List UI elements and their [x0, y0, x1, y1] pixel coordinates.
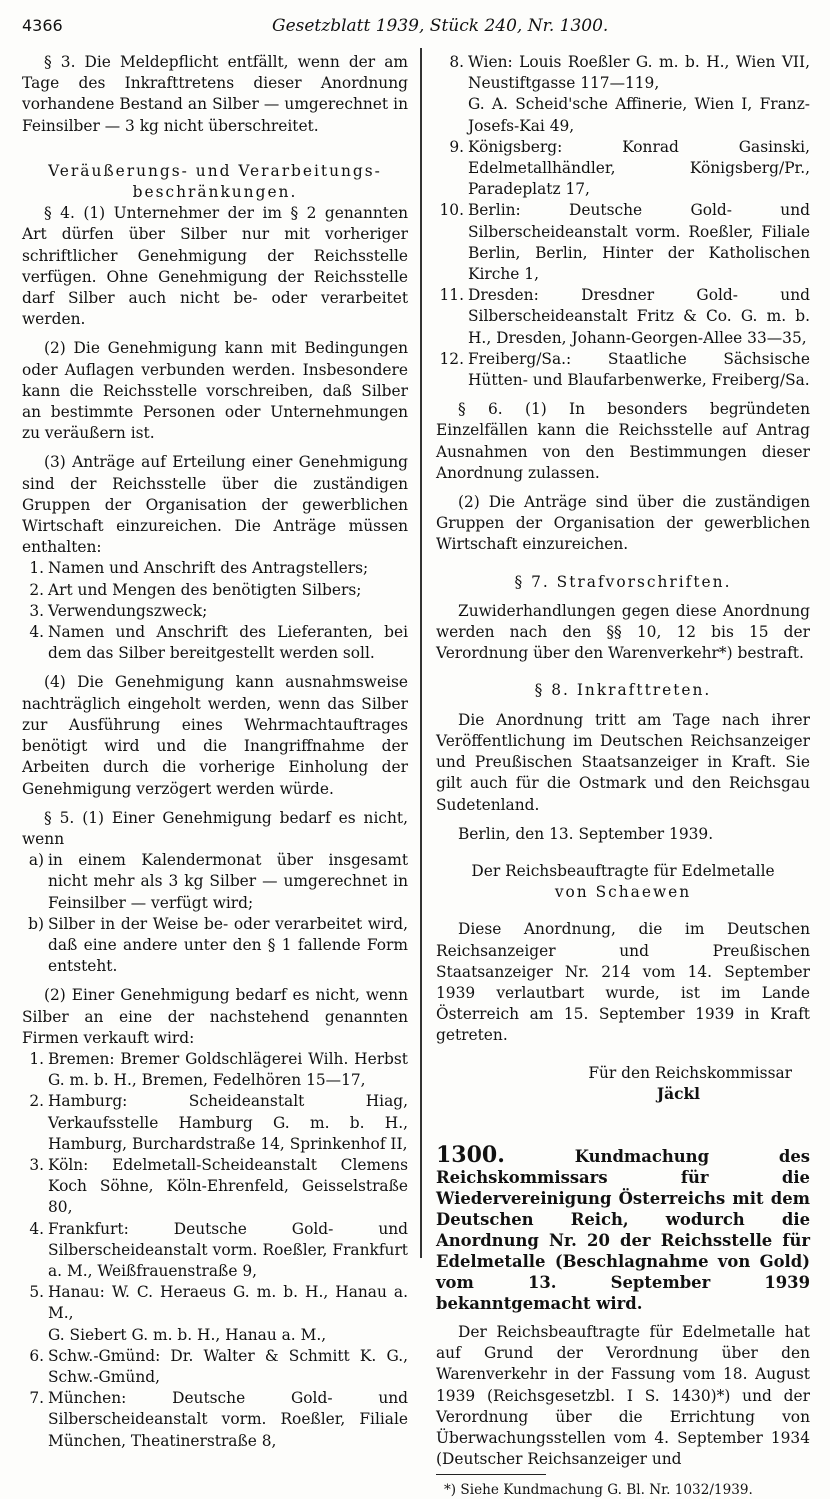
requirements-list	[22, 558, 408, 664]
commissar-name: Jäckl	[656, 1084, 700, 1103]
paragraph-s4-1: § 4. (1) Unternehmer der im § 2 genannten Art dürfen über Silber nur mit vorheriger schriftlicher Genehmigung der Reichsstelle verfügen. Ohne Genehmigung der Reichsstelle darf Silber auch nicht be- oder verarbeitet werden.	[22, 204, 408, 329]
publication-note: Diese Anordnung, die im Deutschen Reichsanzeiger und Preußischen Staatsanzeiger Nr. 214 vom 14. September 1939 verlautbart wurde, ist im Lande Österreich am 15. September 1939 in Kraft getreten.	[436, 920, 810, 1045]
column-divider	[420, 48, 422, 1258]
list-item: 4. Frankfurt: Deutsche Gold- und Silberscheideanstalt vorm. Roeßler, Frankfurt a. M., Weißfrauenstraße 9,	[29, 1219, 408, 1280]
paragraph-s6-1: § 6. (1) In besonders begründeten Einzelfällen kann die Reichsstelle auf Antrag Ausnahmen von den Bestimmungen dieser Anordnung zulassen.	[436, 400, 810, 482]
list-item: a) in einem Kalendermonat über insgesamt nicht mehr als 3 kg Silber — umgerechnet in Feinsilber — verfügt wird;	[28, 851, 408, 912]
list-item: 11. Dresden: Dresdner Gold- und Silberscheideanstalt Fritz & Co. G. m. b. H., Dresden, Johann-Georgen-Allee 33—35,	[439, 286, 810, 347]
commissar-title: Für den Reichskommissar	[588, 1063, 792, 1082]
list-item: 8. Wien: Louis Roeßler G. m. b. H., Wien VII, Neustiftgasse 117—119,	[449, 53, 810, 93]
paragraph-intro: Der Reichsbeauftragte für Edelmetalle hat auf Grund der Verordnung über den Warenverkehr in der Fassung vom 18. August 1939 (Reichsgesetzbl. I S. 1430)*) und der Verordnung über die Errichtung von Überwachungsstellen vom 4. September 1934 (Deutscher Reichsanzeiger und	[436, 1322, 810, 1469]
list-item: 9. Königsberg: Konrad Gasinski, Edelmetallhändler, Königsberg/Pr., Paradeplatz 17,	[449, 137, 810, 199]
list-item: 6. Schw.-Gmünd: Dr. Walter & Schmitt K. G., Schw.-Gmünd,	[29, 1346, 408, 1386]
list-item: 5. Hanau: W. C. Heraeus G. m. b. H., Hanau a. M.,	[29, 1283, 408, 1323]
running-title: Gesetzblatt 1939, Stück 240, Nr. 1300.	[272, 16, 609, 36]
paragraph-s6-2: (2) Die Anträge sind über die zuständigen Gruppen der Organisation der gewerblichen Wirtschaft einzureichen.	[436, 493, 810, 554]
dateline: Berlin, den 13. September 1939.	[458, 824, 714, 843]
list-item-continuation: G. A. Scheid'sche Affinerie, Wien I, Franz-Josefs-Kai 49,	[468, 95, 810, 135]
paragraph-s3: § 3. Die Meldepflicht entfällt, wenn der am Tage des Inkrafttretens dieser Anordnung vorhandene Bestand an Silber — umgerechnet in Feinsilber — 3 kg nicht überschreitet.	[22, 53, 408, 135]
list-item: 3. Köln: Edelmetall-Scheideanstalt Clemens Koch Söhne, Köln-Ehrenfeld, Geisselstraße 80,	[29, 1155, 408, 1217]
left-column	[22, 52, 408, 1452]
footnote-rule	[436, 1474, 546, 1475]
list-item-continuation: G. Siebert G. m. b. H., Hanau a. M.,	[48, 1325, 327, 1344]
proclamation-title	[436, 1141, 810, 1314]
section-heading-line1: Veräußerungs- und Verarbeitungs-	[48, 161, 382, 180]
signature-title: Der Reichsbeauftragte für Edelmetalle	[471, 861, 775, 880]
list-item: 10. Berlin: Deutsche Gold- und Silberscheideanstalt vorm. Roeßler, Filiale Berlin, Berlin, Hinter der Katholischen Kirche 1,	[439, 201, 810, 284]
list-item: 2. Art und Mengen des benötigten Silbers;	[29, 580, 362, 599]
paragraph-s4-3: (3) Anträge auf Erteilung einer Genehmigung sind der Reichsstelle über die zuständigen Gruppen der Organisation der gewerblichen Wirtschaft einzureichen. Die Anträge müssen enthalten:	[22, 453, 408, 557]
list-item: 4. Namen und Anschrift des Lieferanten, bei dem das Silber bereitgestellt werden soll.	[29, 623, 408, 663]
paragraph-s5-2: (2) Einer Genehmigung bedarf es nicht, wenn Silber an eine der nachstehend genannten Firmen verkauft wird:	[22, 986, 408, 1047]
signature-name: von Schaewen	[554, 883, 692, 902]
list-item: 2. Hamburg: Scheideanstalt Hiag, Verkaufsstelle Hamburg G. m. b. H., Hamburg, Burchardstraße 14, Sprinkenhof II,	[29, 1092, 408, 1153]
list-item: b) Silber in der Weise be- oder verarbeitet wird, daß eine andere unter den § 1 fallende Form entsteht.	[28, 914, 408, 976]
footnote: *) Siehe Kundmachung G. Bl. Nr. 1032/1939.	[444, 1482, 753, 1499]
section-heading-line2: beschränkungen.	[132, 183, 298, 202]
list-item: 7. München: Deutsche Gold- und Silberscheideanstalt vorm. Roeßler, Filiale München, Theatinerstraße 8,	[29, 1389, 408, 1450]
paragraph-s5-1: § 5. (1) Einer Genehmigung bedarf es nicht, wenn	[22, 808, 408, 848]
list-item: 3. Verwendungszweck;	[29, 601, 208, 620]
paragraph-s8: Die Anordnung tritt am Tage nach ihrer Veröffentlichung im Deutschen Reichsanzeiger und Preußischen Staatsanzeiger in Kraft. Sie gilt auch für die Ostmark und den Reichsgau Sudetenland.	[436, 710, 810, 814]
section-heading-s7: § 7. Strafvorschriften.	[514, 572, 732, 591]
right-column	[436, 52, 810, 1499]
section-heading-s8: § 8. Inkrafttreten.	[534, 681, 712, 700]
firms-list	[22, 1049, 408, 1452]
list-item: 1. Namen und Anschrift des Antragstellers;	[29, 559, 369, 578]
page-number: 4366	[22, 16, 63, 35]
paragraph-s4-4: (4) Die Genehmigung kann ausnahmsweise nachträglich eingeholt werden, wenn das Silber zur Ausführung eines Wehrmachtauftrages benötigt wird und die Inangriffnahme der Arbeiten durch die vorherige Einholung der Genehmigung verzögert werden würde.	[22, 673, 408, 798]
paragraph-s4-2: (2) Die Genehmigung kann mit Bedingungen oder Auflagen verbunden werden. Insbesondere kann die Reichsstelle vorschreiben, daß Silber an bestimmte Personen oder Unternehmungen zu veräußern ist.	[22, 339, 408, 443]
list-item: 1. Bremen: Bremer Goldschlägerei Wilh. Herbst G. m. b. H., Bremen, Fedelhören 15—17,	[29, 1049, 408, 1090]
list-item: 12. Freiberg/Sa.: Staatliche Sächsische Hütten- und Blaufarbenwerke, Freiberg/Sa.	[439, 349, 810, 390]
proclamation-number: 1300.	[436, 1141, 505, 1168]
page-header	[22, 14, 808, 40]
proclamation-title-text: Kundmachung des Reichskommissars für die Wiedervereinigung Österreichs mit dem Deutschen Reich, wodurch die Anordnung Nr. 20 der Reichsstelle für Edelmetalle (Beschlagnahme von Gold) vom 13. September 1939 bekanntgemacht wird.	[436, 1146, 810, 1313]
paragraph-s7: Zuwiderhandlungen gegen diese Anordnung werden nach den §§ 10, 12 bis 15 der Verordnung über den Warenverkehr*) bestraft.	[436, 601, 810, 663]
